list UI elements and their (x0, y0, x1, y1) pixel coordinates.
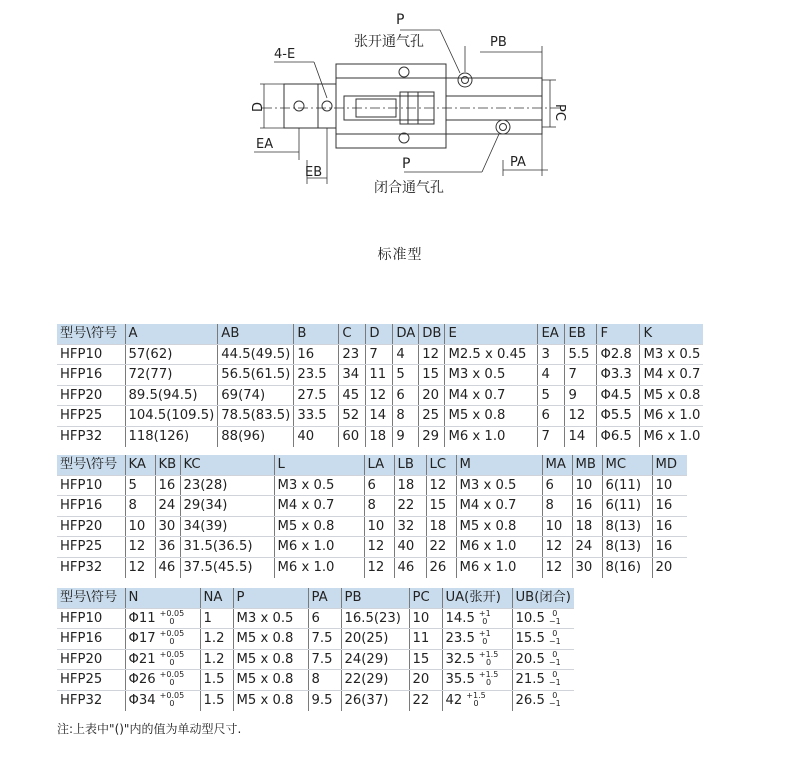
table-cell: 12 (426, 475, 456, 496)
table-cell: 20 (409, 670, 442, 691)
table-cell: 16 (294, 344, 339, 365)
table-cell: M5 x 0.8 (233, 670, 308, 691)
table-cell: 34(39) (180, 516, 274, 537)
table-cell: 12 (542, 537, 572, 558)
table-cell: 10 (652, 475, 687, 496)
label-pb: PB (490, 35, 507, 50)
table-cell: M5 x 0.8 (456, 516, 542, 537)
table-cell: M6 x 1.0 (643, 428, 701, 444)
table-cell: 7.5 (308, 629, 341, 650)
column-header: A (125, 324, 218, 344)
table-cell: 31.5(36.5) (180, 537, 274, 558)
column-header: 型号\符号 (57, 324, 125, 344)
table-row (57, 365, 703, 386)
table-cell: HFP25 (57, 670, 125, 691)
column-header: UB(闭合) (512, 588, 574, 608)
table-cell: M4 x 0.7 (640, 365, 703, 386)
table-cell: HFP32 (57, 557, 125, 577)
table-row (57, 516, 687, 537)
table-cell: M5 x 0.8 (233, 629, 308, 650)
table-cell: 56.5(61.5) (218, 365, 294, 386)
table-cell: 24(29) (341, 649, 409, 670)
table-cell: 15 (409, 649, 442, 670)
table-cell: 9 (393, 426, 419, 446)
table-cell: HFP10 (57, 608, 125, 629)
table-cell: 6(11) (602, 475, 652, 496)
table-cell: 6 (393, 385, 419, 406)
table-cell: 4 (538, 365, 565, 386)
table-row (57, 690, 574, 710)
header-row (57, 588, 574, 608)
table-cell: M3 x 0.5 (456, 475, 542, 496)
table-cell: 3 (538, 344, 565, 365)
table-cell: 69(74) (218, 385, 294, 406)
column-header: KC (180, 455, 274, 475)
right-body-outline (446, 78, 542, 134)
table-cell: 8 (125, 496, 155, 517)
header-row (57, 324, 703, 344)
tolerance: +1.5 0 (478, 649, 499, 667)
table-cell: 40 (394, 537, 426, 558)
table-cell: 27.5 (294, 385, 339, 406)
tolerance: +0.05 0 (159, 629, 185, 647)
table-cell: 20 (419, 385, 445, 406)
table-cell: 5 (393, 365, 419, 386)
column-header: LC (426, 455, 456, 475)
table-cell: M3 x 0.5 (445, 365, 538, 386)
table-cell: 12 (125, 537, 155, 558)
table-cell: 15.5 0 −1 (512, 629, 574, 650)
column-header: C (339, 324, 366, 344)
table-cell: 4 (393, 344, 419, 365)
tolerance: +0.05 0 (159, 690, 185, 708)
table-cell: 44.5(49.5) (218, 344, 294, 365)
table-cell: 25 (419, 406, 445, 427)
tolerance: 0 −1 (548, 608, 561, 626)
table-row (57, 537, 687, 558)
table-cell: HFP20 (57, 516, 125, 537)
table-cell: 32.5 +1.5 0 (442, 649, 512, 670)
label-open-port: 张开通气孔 (354, 34, 424, 50)
tolerance: +1.5 0 (478, 670, 499, 688)
end-cap-outline (284, 84, 336, 128)
table-cell: 9 (565, 385, 597, 406)
table-cell: Φ26 +0.05 0 (125, 670, 200, 691)
table-cell: 24 (572, 537, 602, 558)
column-header: NA (200, 588, 233, 608)
table-cell: M5 x 0.8 (640, 385, 703, 406)
label-d: D (251, 101, 266, 112)
table-cell: 16.5(23) (341, 608, 409, 629)
table-cell: M6 x 1.0 (456, 557, 542, 577)
table-cell: 12 (125, 557, 155, 577)
table-cell: 8 (393, 406, 419, 427)
table-cell: 8 (542, 496, 572, 517)
table-cell: 1.2 (200, 629, 233, 650)
column-header: PC (409, 588, 442, 608)
table-cell: HFP16 (57, 365, 125, 386)
table-cell: 33.5 (294, 406, 339, 427)
table-cell: 7 (565, 365, 597, 386)
column-header: M (456, 455, 542, 475)
column-header: KA (125, 455, 155, 475)
table-cell: 6(11) (602, 496, 652, 517)
table-cell: 45 (339, 385, 366, 406)
table-row (57, 629, 574, 650)
tolerance: +0.05 0 (159, 649, 185, 667)
table-cell: Φ3.3 (597, 365, 640, 386)
column-header: DA (393, 324, 419, 344)
table-cell: 10 (542, 516, 572, 537)
mounting-hole-top (399, 67, 409, 77)
table-cell: M4 x 0.7 (456, 496, 542, 517)
table-cell: M2.5 x 0.45 (445, 344, 538, 365)
tolerance: 0 −1 (548, 629, 561, 647)
table-cell: 10.5 0 −1 (512, 608, 574, 629)
header-row (57, 455, 687, 475)
table-cell: 72(77) (125, 365, 218, 386)
column-header: N (125, 588, 200, 608)
table-cell: M6 x 1.0 (640, 406, 703, 427)
table-cell: HFP16 (57, 496, 125, 517)
table-cell: 118(126) (125, 426, 218, 446)
table-cell: HFP25 (57, 406, 125, 427)
table-cell: 9.5 (308, 690, 341, 710)
table-cell: M5 x 0.8 (274, 516, 364, 537)
column-header: PA (308, 588, 341, 608)
label-p-bottom: P (402, 156, 411, 172)
spec-table-1 (57, 324, 703, 447)
table-cell: 5.5 (565, 344, 597, 365)
tolerance: 0 −1 (548, 670, 561, 688)
table-cell: 26(37) (341, 690, 409, 710)
column-header: E (445, 324, 538, 344)
label-pa: PA (510, 155, 526, 170)
label-4-e: 4-E (274, 47, 296, 62)
table-cell: 18 (426, 516, 456, 537)
table-cell: Φ11 +0.05 0 (125, 608, 200, 629)
table-cell: 57(62) (125, 344, 218, 365)
table-cell: 18 (394, 475, 426, 496)
column-header: AB (218, 324, 294, 344)
table-cell: 26.5 0 −1 (515, 690, 561, 708)
table-cell: 11 (366, 365, 393, 386)
table-cell: HFP10 (57, 344, 125, 365)
table-cell: HFP20 (57, 385, 125, 406)
table-cell: 12 (364, 557, 394, 577)
table-cell: 16 (155, 475, 180, 496)
table-cell: 8 (364, 496, 394, 517)
label-ea: EA (256, 137, 274, 152)
table-cell: 15 (426, 496, 456, 517)
table-cell: 36 (155, 537, 180, 558)
table-cell: HFP16 (57, 629, 125, 650)
column-header: P (233, 588, 308, 608)
table-cell: 29 (419, 426, 445, 446)
table-cell: M5 x 0.8 (445, 406, 538, 427)
tolerance: +1.5 0 (466, 690, 486, 708)
table-cell: M4 x 0.7 (274, 496, 364, 517)
table-cell: 37.5(45.5) (180, 557, 274, 577)
table-row (57, 426, 703, 446)
column-header: D (366, 324, 393, 344)
table-cell: 10 (125, 516, 155, 537)
table-cell: 30 (572, 557, 602, 577)
table-cell: 16 (652, 516, 687, 537)
table-row (57, 344, 703, 365)
column-header: F (597, 324, 640, 344)
table-cell: 23 (339, 344, 366, 365)
table-cell: 12 (542, 557, 572, 577)
column-header: MB (572, 455, 602, 475)
table-cell: 22 (426, 537, 456, 558)
table-cell: 14 (366, 406, 393, 427)
table-cell: 32 (394, 516, 426, 537)
table-cell: 88(96) (218, 426, 294, 446)
table-cell: 20(25) (341, 629, 409, 650)
table-cell: HFP25 (57, 537, 125, 558)
table-cell: 12 (364, 537, 394, 558)
column-header: 型号\符号 (57, 455, 125, 475)
table-cell: Φ5.5 (597, 406, 640, 427)
table-cell: M5 x 0.8 (233, 690, 308, 710)
table-cell: 16 (572, 496, 602, 517)
table-cell: Φ17 +0.05 0 (125, 629, 200, 650)
column-header: PB (341, 588, 409, 608)
table-cell: 18 (572, 516, 602, 537)
column-header: KB (155, 455, 180, 475)
table-cell: M4 x 0.7 (445, 385, 538, 406)
table-cell: 30 (155, 516, 180, 537)
table-cell: 40 (294, 426, 339, 446)
table-cell: 8(13) (602, 516, 652, 537)
table-row (57, 475, 687, 496)
table-cell: 12 (565, 406, 597, 427)
table-cell: 8(16) (602, 557, 652, 577)
table-cell: 7 (538, 426, 565, 446)
table-cell: 15 (419, 365, 445, 386)
table-cell: Φ6.5 (597, 426, 640, 446)
table-cell: HFP32 (57, 426, 125, 446)
table-cell: 5 (125, 475, 155, 496)
table-cell: 10 (409, 608, 442, 629)
table-cell: 6 (364, 475, 394, 496)
table-cell: 46 (394, 557, 426, 577)
open-port-hole (458, 73, 472, 87)
tolerance: +1 0 (478, 608, 491, 626)
table-cell: 1.5 (200, 690, 233, 710)
tolerance: +1 0 (478, 629, 491, 647)
column-header: MA (542, 455, 572, 475)
tolerance: +0.05 0 (159, 608, 185, 626)
spec-table-2 (57, 455, 687, 578)
table-cell: 12 (366, 385, 393, 406)
table-cell: 8 (308, 670, 341, 691)
column-header: EB (565, 324, 597, 344)
tolerance: 0 −1 (548, 649, 561, 667)
table-cell: 89.5(94.5) (125, 385, 218, 406)
table-cell: 23(28) (180, 475, 274, 496)
table-cell: M6 x 1.0 (274, 537, 364, 558)
column-header: MC (602, 455, 652, 475)
close-port-hole (496, 120, 510, 134)
table-cell: 16 (652, 537, 687, 558)
table-cell: 14 (565, 426, 597, 446)
table-cell: 60 (339, 426, 366, 446)
table-cell: 6 (538, 406, 565, 427)
table-cell: 21.5 0 −1 (512, 670, 574, 691)
table-cell: Φ2.8 (597, 344, 640, 365)
table-cell: M6 x 1.0 (456, 537, 542, 558)
label-p-top: P (396, 12, 405, 28)
table-row (57, 496, 687, 517)
label-eb: EB (305, 165, 323, 180)
table-cell: 20 (655, 559, 673, 575)
table-cell: Φ21 +0.05 0 (125, 649, 200, 670)
table-cell: 22 (394, 496, 426, 517)
column-header: LB (394, 455, 426, 475)
label-close-port: 闭合通气孔 (374, 180, 444, 196)
table-row (57, 557, 687, 577)
table-cell: 1 (200, 608, 233, 629)
table-cell: 29(34) (180, 496, 274, 517)
table-cell: M3 x 0.5 (274, 475, 364, 496)
table-cell: 8(13) (602, 537, 652, 558)
table-cell: 46 (155, 557, 180, 577)
table-cell: Φ4.5 (597, 385, 640, 406)
column-header: MD (652, 455, 687, 475)
table-cell: 5 (538, 385, 565, 406)
column-header: B (294, 324, 339, 344)
table-cell: 26 (426, 557, 456, 577)
table-cell: M5 x 0.8 (233, 649, 308, 670)
column-header: K (640, 324, 703, 344)
table-cell: 104.5(109.5) (125, 406, 218, 427)
table-cell: 12 (419, 344, 445, 365)
column-header: UA(张开) (442, 588, 512, 608)
table-cell: HFP20 (57, 649, 125, 670)
table-cell: HFP10 (57, 475, 125, 496)
table-cell: 1.2 (200, 649, 233, 670)
table-cell: Φ34 +0.05 0 (125, 690, 200, 710)
table-cell: 7 (366, 344, 393, 365)
table-cell: 11 (409, 629, 442, 650)
column-header: LA (364, 455, 394, 475)
table-footnote: 注:上表中"()"内的值为单动型尺寸. (57, 722, 242, 736)
table-cell: 10 (572, 475, 602, 496)
table-cell: 18 (366, 426, 393, 446)
column-header: EA (538, 324, 565, 344)
tolerance: 0 −1 (548, 690, 561, 708)
table-cell: 16 (652, 496, 687, 517)
table-cell: 34 (339, 365, 366, 386)
table-cell: 22(29) (341, 670, 409, 691)
table-cell: 52 (339, 406, 366, 427)
label-pc: PC (552, 104, 567, 121)
table-cell: 6 (308, 608, 341, 629)
table-cell: M3 x 0.5 (640, 344, 703, 365)
table-cell: 23.5 (294, 365, 339, 386)
table-cell: 20.5 0 −1 (512, 649, 574, 670)
table-row (57, 649, 574, 670)
table-cell: 6 (542, 475, 572, 496)
table-cell: HFP32 (57, 690, 125, 710)
table-cell: 23.5 +1 0 (442, 629, 512, 650)
column-header: L (274, 455, 364, 475)
column-header: 型号\符号 (57, 588, 125, 608)
table-cell: 78.5(83.5) (218, 406, 294, 427)
table-cell: 14.5 +1 0 (442, 608, 512, 629)
table-cell: M3 x 0.5 (233, 608, 308, 629)
table-row (57, 670, 574, 691)
table-cell: M6 x 1.0 (274, 557, 364, 577)
table-row (57, 406, 703, 427)
table-cell: 35.5 +1.5 0 (442, 670, 512, 691)
table-cell: 10 (364, 516, 394, 537)
table-cell: 24 (155, 496, 180, 517)
table-cell: 22 (409, 690, 442, 710)
table-cell: 1.5 (200, 670, 233, 691)
table-cell: M6 x 1.0 (445, 426, 538, 446)
table-row (57, 608, 574, 629)
column-header: DB (419, 324, 445, 344)
gripper-dimension-drawing (0, 0, 800, 240)
body-outline (336, 64, 446, 148)
tolerance: +0.05 0 (159, 670, 185, 688)
table-row (57, 385, 703, 406)
table-cell: 42 +1.5 0 (442, 690, 512, 710)
table-cell: 7.5 (308, 649, 341, 670)
spec-table-3 (57, 588, 574, 711)
figure-caption: 标准型 (377, 247, 423, 263)
